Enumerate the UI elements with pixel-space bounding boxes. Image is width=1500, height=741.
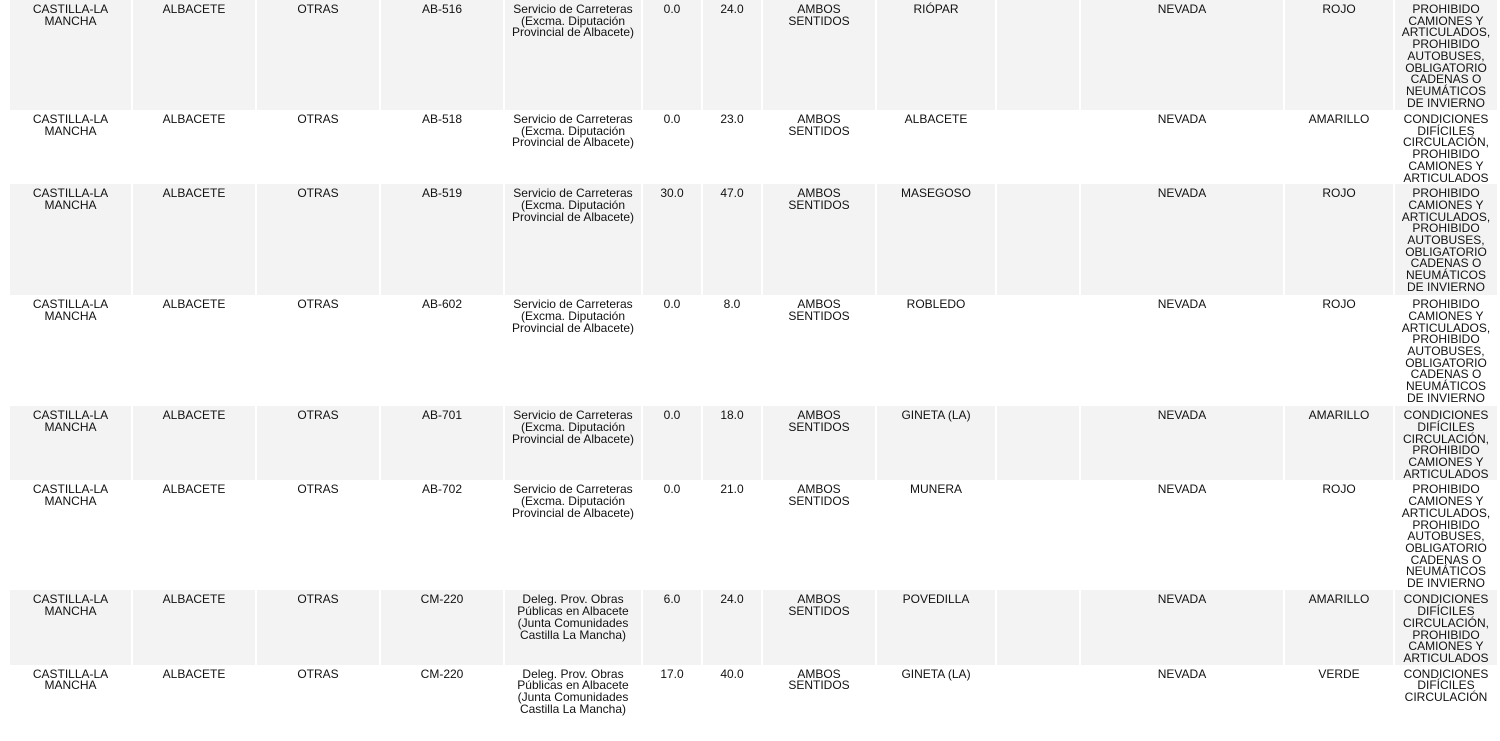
comunidad-cell: CASTILLA-LA MANCHA [10,590,132,664]
causa-cell: NEVADA [1080,0,1284,110]
blank-cell [996,0,1080,110]
pk-fin-cell: 24.0 [702,0,762,110]
causa-cell: NEVADA [1080,406,1284,480]
tipo-cell: OTRAS [256,0,380,110]
carretera-cell: AB-602 [380,295,504,406]
causa-cell: NEVADA [1080,590,1284,664]
poblacion-cell: ROBLEDO [876,295,996,406]
sentido-cell: AMBOS SENTIDOS [762,184,876,295]
pk-inicio-cell: 0.0 [642,406,702,480]
titular-cell: Servicio de Carreteras (Excma. Diputación Provincial de Albacete) [504,0,642,110]
poblacion-cell: RIÓPAR [876,0,996,110]
nivel-cell: ROJO [1284,295,1394,406]
causa-cell: NEVADA [1080,480,1284,590]
observaciones-cell: CONDICIONES DIFÍCILES CIRCULACIÓN, PROHIBIDO CAMIONES Y ARTICULADOS [1394,590,1498,664]
titular-cell: Servicio de Carreteras (Excma. Diputación Provincial de Albacete) [504,110,642,184]
pk-inicio-cell: 30.0 [642,184,702,295]
pk-fin-cell: 40.0 [702,665,762,741]
provincia-cell: ALBACETE [132,406,256,480]
comunidad-cell: CASTILLA-LA MANCHA [10,184,132,295]
poblacion-cell: MUNERA [876,480,996,590]
blank-cell [996,406,1080,480]
observaciones-cell: PROHIBIDO CAMIONES Y ARTICULADOS, PROHIBIDO AUTOBUSES, OBLIGATORIO CADENAS O NEUMÁTICOS DE INVIERNO [1394,0,1498,110]
comunidad-cell: CASTILLA-LA MANCHA [10,0,132,110]
pk-inicio-cell: 0.0 [642,110,702,184]
tipo-cell: OTRAS [256,295,380,406]
blank-cell [996,184,1080,295]
poblacion-cell: MASEGOSO [876,184,996,295]
causa-cell: NEVADA [1080,665,1284,741]
table-row [10,480,1498,590]
blank-cell [996,480,1080,590]
titular-cell: Servicio de Carreteras (Excma. Diputación Provincial de Albacete) [504,184,642,295]
table-row [10,295,1498,406]
nivel-cell: ROJO [1284,0,1394,110]
sentido-cell: AMBOS SENTIDOS [762,406,876,480]
titular-cell: Deleg. Prov. Obras Públicas en Albacete (Junta Comunidades Castilla La Mancha) [504,665,642,741]
provincia-cell: ALBACETE [132,0,256,110]
table-row [10,406,1498,480]
causa-cell: NEVADA [1080,295,1284,406]
pk-fin-cell: 21.0 [702,480,762,590]
pk-inicio-cell: 0.0 [642,0,702,110]
carretera-cell: AB-519 [380,184,504,295]
pk-inicio-cell: 0.0 [642,295,702,406]
pk-fin-cell: 47.0 [702,184,762,295]
nivel-cell: AMARILLO [1284,110,1394,184]
sentido-cell: AMBOS SENTIDOS [762,295,876,406]
sentido-cell: AMBOS SENTIDOS [762,480,876,590]
poblacion-cell: GINETA (LA) [876,406,996,480]
sentido-cell: AMBOS SENTIDOS [762,110,876,184]
titular-cell: Servicio de Carreteras (Excma. Diputación Provincial de Albacete) [504,295,642,406]
table-row [10,0,1498,110]
titular-cell: Servicio de Carreteras (Excma. Diputación Provincial de Albacete) [504,406,642,480]
observaciones-cell: CONDICIONES DIFÍCILES CIRCULACIÓN, PROHIBIDO CAMIONES Y ARTICULADOS [1394,110,1498,184]
comunidad-cell: CASTILLA-LA MANCHA [10,406,132,480]
pk-inicio-cell: 17.0 [642,665,702,741]
observaciones-cell: PROHIBIDO CAMIONES Y ARTICULADOS, PROHIBIDO AUTOBUSES, OBLIGATORIO CADENAS O NEUMÁTICOS DE INVIERNO [1394,184,1498,295]
pk-fin-cell: 8.0 [702,295,762,406]
carretera-cell: CM-220 [380,665,504,741]
titular-cell: Servicio de Carreteras (Excma. Diputación Provincial de Albacete) [504,480,642,590]
blank-cell [996,295,1080,406]
comunidad-cell: CASTILLA-LA MANCHA [10,480,132,590]
provincia-cell: ALBACETE [132,665,256,741]
table-row [10,110,1498,184]
incidents-table [10,0,1499,741]
nivel-cell: VERDE [1284,665,1394,741]
causa-cell: NEVADA [1080,184,1284,295]
carretera-cell: AB-701 [380,406,504,480]
pk-inicio-cell: 6.0 [642,590,702,664]
observaciones-cell: CONDICIONES DIFÍCILES CIRCULACIÓN, PROHIBIDO CAMIONES Y ARTICULADOS [1394,406,1498,480]
observaciones-cell: CONDICIONES DIFÍCILES CIRCULACIÓN [1394,665,1498,741]
provincia-cell: ALBACETE [132,480,256,590]
carretera-cell: AB-518 [380,110,504,184]
tipo-cell: OTRAS [256,406,380,480]
nivel-cell: AMARILLO [1284,406,1394,480]
provincia-cell: ALBACETE [132,295,256,406]
titular-cell: Deleg. Prov. Obras Públicas en Albacete (Junta Comunidades Castilla La Mancha) [504,590,642,664]
nivel-cell: ROJO [1284,184,1394,295]
poblacion-cell: ALBACETE [876,110,996,184]
pk-fin-cell: 23.0 [702,110,762,184]
nivel-cell: ROJO [1284,480,1394,590]
nivel-cell: AMARILLO [1284,590,1394,664]
observaciones-cell: PROHIBIDO CAMIONES Y ARTICULADOS, PROHIBIDO AUTOBUSES, OBLIGATORIO CADENAS O NEUMÁTICOS DE INVIERNO [1394,295,1498,406]
carretera-cell: CM-220 [380,590,504,664]
provincia-cell: ALBACETE [132,184,256,295]
table-row [10,665,1498,741]
table-row [10,184,1498,295]
blank-cell [996,590,1080,664]
blank-cell [996,110,1080,184]
causa-cell: NEVADA [1080,110,1284,184]
tipo-cell: OTRAS [256,184,380,295]
blank-cell [996,665,1080,741]
tipo-cell: OTRAS [256,665,380,741]
table-row [10,590,1498,664]
poblacion-cell: GINETA (LA) [876,665,996,741]
carretera-cell: AB-516 [380,0,504,110]
sentido-cell: AMBOS SENTIDOS [762,0,876,110]
provincia-cell: ALBACETE [132,590,256,664]
pk-fin-cell: 18.0 [702,406,762,480]
comunidad-cell: CASTILLA-LA MANCHA [10,110,132,184]
poblacion-cell: POVEDILLA [876,590,996,664]
pk-fin-cell: 24.0 [702,590,762,664]
tipo-cell: OTRAS [256,110,380,184]
tipo-cell: OTRAS [256,480,380,590]
comunidad-cell: CASTILLA-LA MANCHA [10,665,132,741]
provincia-cell: ALBACETE [132,110,256,184]
observaciones-cell: PROHIBIDO CAMIONES Y ARTICULADOS, PROHIBIDO AUTOBUSES, OBLIGATORIO CADENAS O NEUMÁTICOS DE INVIERNO [1394,480,1498,590]
comunidad-cell: CASTILLA-LA MANCHA [10,295,132,406]
pk-inicio-cell: 0.0 [642,480,702,590]
carretera-cell: AB-702 [380,480,504,590]
sentido-cell: AMBOS SENTIDOS [762,590,876,664]
tipo-cell: OTRAS [256,590,380,664]
sentido-cell: AMBOS SENTIDOS [762,665,876,741]
